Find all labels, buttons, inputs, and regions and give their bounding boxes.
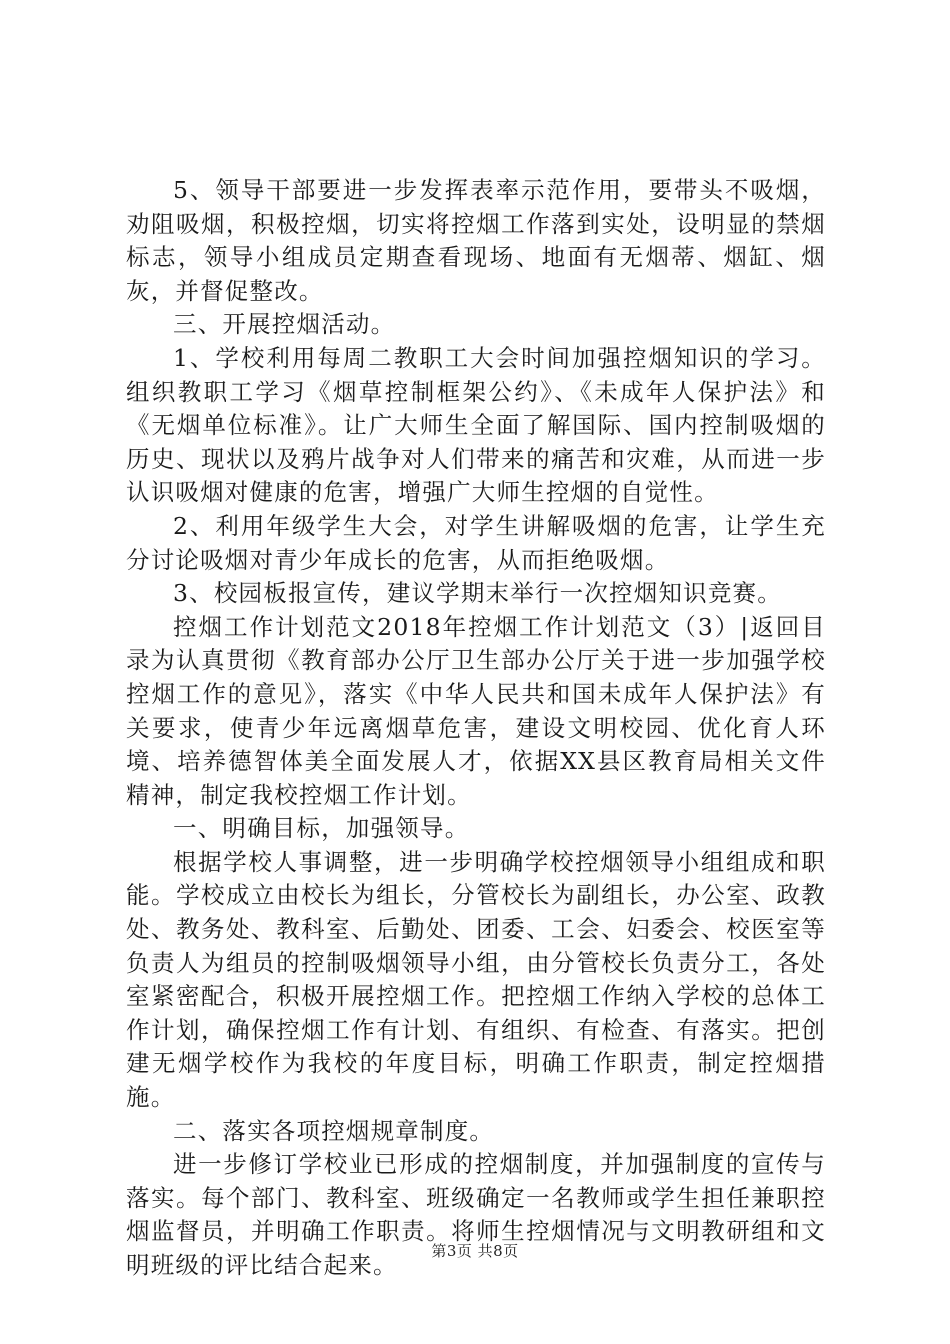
paragraph: 1、学校利用每周二教职工大会时间加强控烟知识的学习。组织教职工学习《烟草控制框架公约》、《未成年人保护法》和《无烟单位标准》。让广大师生全面了解国际、国内控制吸烟的历史、现状以及鸦片战争对人们带来的痛苦和灾难，从而进一步认识吸烟对健康的危害，增强广大师生控烟的自觉性。 [126, 343, 826, 507]
paragraph: 根据学校人事调整，进一步明确学校控烟领导小组组成和职能。学校成立由校长为组长，分管校长为副组长，办公室、政教处、教务处、教科室、后勤处、团委、工会、妇委会、校医室等负责人为组员的控制吸烟领导小组，由分管校长负责分工，各处室紧密配合，积极开展控烟工作。把控烟工作纳入学校的总体工作计划，确保控烟工作有计划、有组织、有检查、有落实。把创建无烟学校作为我校的年度目标，明确工作职责，制定控烟措施。 [126, 847, 826, 1112]
paragraph: 5、领导干部要进一步发挥表率示范作用，要带头不吸烟，劝阻吸烟，积极控烟，切实将控烟工作落到实处，设明显的禁烟标志，领导小组成员定期查看现场、地面有无烟蒂、烟缸、烟灰，并督促整改。 [126, 176, 826, 305]
paragraph: 控烟工作计划范文2018年控烟工作计划范文（3）|返回目录为认真贯彻《教育部办公厅卫生部办公厅关于进一步加强学校控烟工作的意见》，落实《中华人民共和国未成年人保护法》有关要求，使青少年远离烟草危害，建设文明校园、优化育人环境、培养德智体美全面发展人才，依据XX县区教育局相关文件精神，制定我校控烟工作计划。 [126, 612, 826, 809]
section-heading: 二、落实各项控烟规章制度。 [173, 1116, 495, 1145]
document-body [126, 174, 826, 1283]
page-footer: 第3页 共8页 [431, 1242, 519, 1260]
section-heading: 三、开展控烟活动。 [173, 310, 396, 339]
paragraph: 进一步修订学校业已形成的控烟制度，并加强制度的宣传与落实。每个部门、教科室、班级确定一名教师或学生担任兼职控烟监督员，并明确工作职责。将师生控烟情况与文明教研组和文明班级的评比结合起来。 [126, 1150, 826, 1279]
section-heading: 一、明确目标，加强领导。 [173, 814, 470, 843]
paragraph: 2、利用年级学生大会，对学生讲解吸烟的危害，让学生充分讨论吸烟对青少年成长的危害，从而拒绝吸烟。 [126, 511, 826, 574]
paragraph: 3、校园板报宣传，建议学期末举行一次控烟知识竞赛。 [173, 579, 782, 608]
